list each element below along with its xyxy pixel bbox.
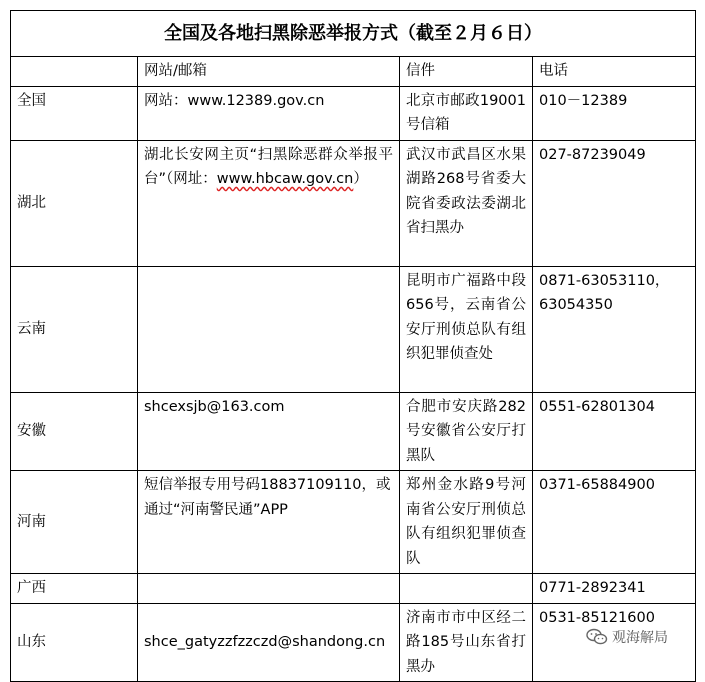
region-cell: 河南 <box>11 471 138 574</box>
letter-cell: 济南市市中区经二路185号山东省打黑办 <box>400 603 533 682</box>
watermark <box>586 625 668 649</box>
letter-cell: 昆明市广福路中段656号，云南省公安厅刑侦总队有组织犯罪侦查处 <box>400 266 533 392</box>
header-letter: 信件 <box>400 57 533 87</box>
phone-cell: 0871-63053110，63054350 <box>533 266 696 392</box>
phone-cell: 0551-62801304 <box>533 392 696 471</box>
web-cell <box>138 140 400 266</box>
report-methods-table <box>10 10 696 682</box>
web-cell: 短信举报专用号码18837109110，或通过“河南警民通”APP <box>138 471 400 574</box>
phone-cell: 0371-65884900 <box>533 471 696 574</box>
web-text-end: ） <box>353 171 368 187</box>
header-web: 网站/邮箱 <box>138 57 400 87</box>
web-cell <box>138 574 400 604</box>
web-cell: shcexsjb@163.com <box>138 392 400 471</box>
table-row <box>11 471 696 574</box>
web-text: 湖北长安网主页“扫黑除恶群众举报平台”（网址： <box>144 146 393 187</box>
phone-cell: 010－12389 <box>533 86 696 140</box>
table-row <box>11 266 696 392</box>
table-title: 全国及各地扫黑除恶举报方式（截至２月６日） <box>11 11 696 57</box>
table-row <box>11 86 696 140</box>
header-phone: 电话 <box>533 57 696 87</box>
phone-cell: 0531-85121600 <box>533 603 696 682</box>
letter-cell: 合肥市安庆路282号安徽省公安厅打黑队 <box>400 392 533 471</box>
web-cell: shce_gatyzzfzzczd@shandong.cn <box>138 603 400 682</box>
phone-cell: 0771-2892341 <box>533 574 696 604</box>
region-cell: 安徽 <box>11 392 138 471</box>
region-cell: 全国 <box>11 86 138 140</box>
header-region <box>11 57 138 87</box>
web-cell: 网站：www.12389.gov.cn <box>138 86 400 140</box>
region-cell: 湖北 <box>11 140 138 266</box>
letter-cell <box>400 574 533 604</box>
region-cell: 广西 <box>11 574 138 604</box>
phone-cell: 027-87239049 <box>533 140 696 266</box>
web-cell <box>138 266 400 392</box>
watermark-text: 观海解局 <box>612 630 668 646</box>
letter-cell: 武汉市武昌区水果湖路268号省委大院省委政法委湖北省扫黑办 <box>400 140 533 266</box>
table-row <box>11 574 696 604</box>
wechat-icon <box>586 628 608 646</box>
table-row <box>11 140 696 266</box>
web-link[interactable]: www.hbcaw.gov.cn <box>216 171 354 187</box>
letter-cell: 郑州金水路9号河南省公安厅刑侦总队有组织犯罪侦查队 <box>400 471 533 574</box>
table-row <box>11 392 696 471</box>
letter-cell: 北京市邮政19001号信箱 <box>400 86 533 140</box>
region-cell: 云南 <box>11 266 138 392</box>
region-cell: 山东 <box>11 603 138 682</box>
